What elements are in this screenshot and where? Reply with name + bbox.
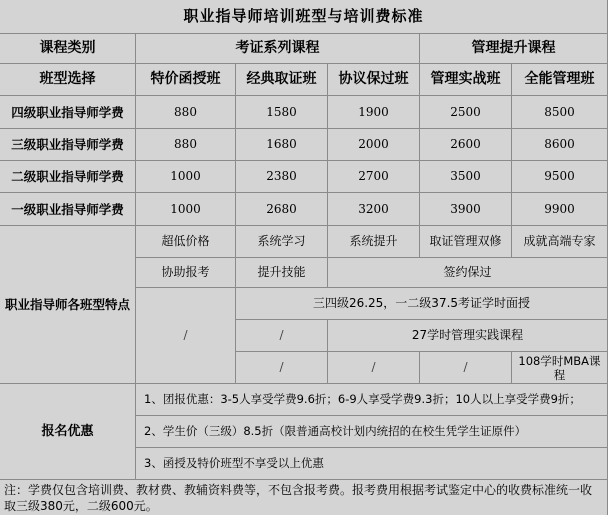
fee-cell: 1000 bbox=[136, 161, 236, 193]
fee-cell: 2380 bbox=[236, 161, 328, 193]
class-header: 协议保过班 bbox=[328, 64, 420, 96]
discount-item: 3、函授及特价班型不享受以上优惠 bbox=[136, 448, 608, 480]
fee-cell: 3900 bbox=[420, 193, 512, 226]
fee-cell: 1680 bbox=[236, 129, 328, 161]
fee-row-label: 四级职业指导师学费 bbox=[0, 96, 136, 129]
features-label: 职业指导师各班型特点 bbox=[0, 226, 136, 384]
fee-cell: 2000 bbox=[328, 129, 420, 161]
fee-cell: 3500 bbox=[420, 161, 512, 193]
class-header: 经典取证班 bbox=[236, 64, 328, 96]
feature-cell: 协助报考 bbox=[136, 258, 236, 288]
fee-cell: 1000 bbox=[136, 193, 236, 226]
fee-cell: 1580 bbox=[236, 96, 328, 129]
fee-cell: 2600 bbox=[420, 129, 512, 161]
feature-cell: 系统学习 bbox=[236, 226, 328, 258]
na-cell: / bbox=[236, 352, 328, 384]
class-header: 特价函授班 bbox=[136, 64, 236, 96]
feature-cell: 提升技能 bbox=[236, 258, 328, 288]
table-title: 职业指导师培训班型与培训费标准 bbox=[0, 0, 608, 34]
class-select-label: 班型选择 bbox=[0, 64, 136, 96]
fee-cell: 2700 bbox=[328, 161, 420, 193]
class-header: 管理实战班 bbox=[420, 64, 512, 96]
fee-cell: 8500 bbox=[512, 96, 608, 129]
na-cell: / bbox=[236, 320, 328, 352]
fee-row-label: 一级职业指导师学费 bbox=[0, 193, 136, 226]
feature-cell: 超低价格 bbox=[136, 226, 236, 258]
feature-cell: 三四级26.25，一二级37.5考证学时面授 bbox=[236, 288, 608, 320]
feature-cell: 取证管理双修 bbox=[420, 226, 512, 258]
category-label: 课程类别 bbox=[0, 34, 136, 64]
fee-row-label: 三级职业指导师学费 bbox=[0, 129, 136, 161]
fee-row-label: 二级职业指导师学费 bbox=[0, 161, 136, 193]
fee-cell: 9900 bbox=[512, 193, 608, 226]
class-header: 全能管理班 bbox=[512, 64, 608, 96]
discount-label: 报名优惠 bbox=[0, 384, 136, 480]
footnote: 注：学费仅包含培训费、教材费、教辅资料费等，不包含报考费。报考费用根据考试鉴定中心的收费标准统一收取三级380元，二级600元。 bbox=[0, 480, 608, 515]
group-exam-header: 考证系列课程 bbox=[136, 34, 420, 64]
discount-item: 1、团报优惠：3-5人享受学费9.6折；6-9人享受学费9.3折；10人以上享受学费9折； bbox=[136, 384, 608, 416]
fee-cell: 1900 bbox=[328, 96, 420, 129]
fee-cell: 8600 bbox=[512, 129, 608, 161]
feature-cell: 系统提升 bbox=[328, 226, 420, 258]
feature-cell: 27学时管理实践课程 bbox=[328, 320, 608, 352]
na-cell: / bbox=[328, 352, 420, 384]
discount-item: 2、学生价（三级）8.5折（限普通高校计划内统招的在校生凭学生证原件） bbox=[136, 416, 608, 448]
fee-cell: 880 bbox=[136, 96, 236, 129]
feature-cell: 成就高端专家 bbox=[512, 226, 608, 258]
fee-cell: 2500 bbox=[420, 96, 512, 129]
fee-cell: 880 bbox=[136, 129, 236, 161]
na-cell: / bbox=[420, 352, 512, 384]
fee-cell: 2680 bbox=[236, 193, 328, 226]
feature-cell: 签约保过 bbox=[328, 258, 608, 288]
fee-cell: 3200 bbox=[328, 193, 420, 226]
feature-cell: 108学时MBA课程 bbox=[512, 352, 608, 384]
na-cell: / bbox=[136, 288, 236, 384]
fee-cell: 9500 bbox=[512, 161, 608, 193]
group-management-header: 管理提升课程 bbox=[420, 34, 608, 64]
